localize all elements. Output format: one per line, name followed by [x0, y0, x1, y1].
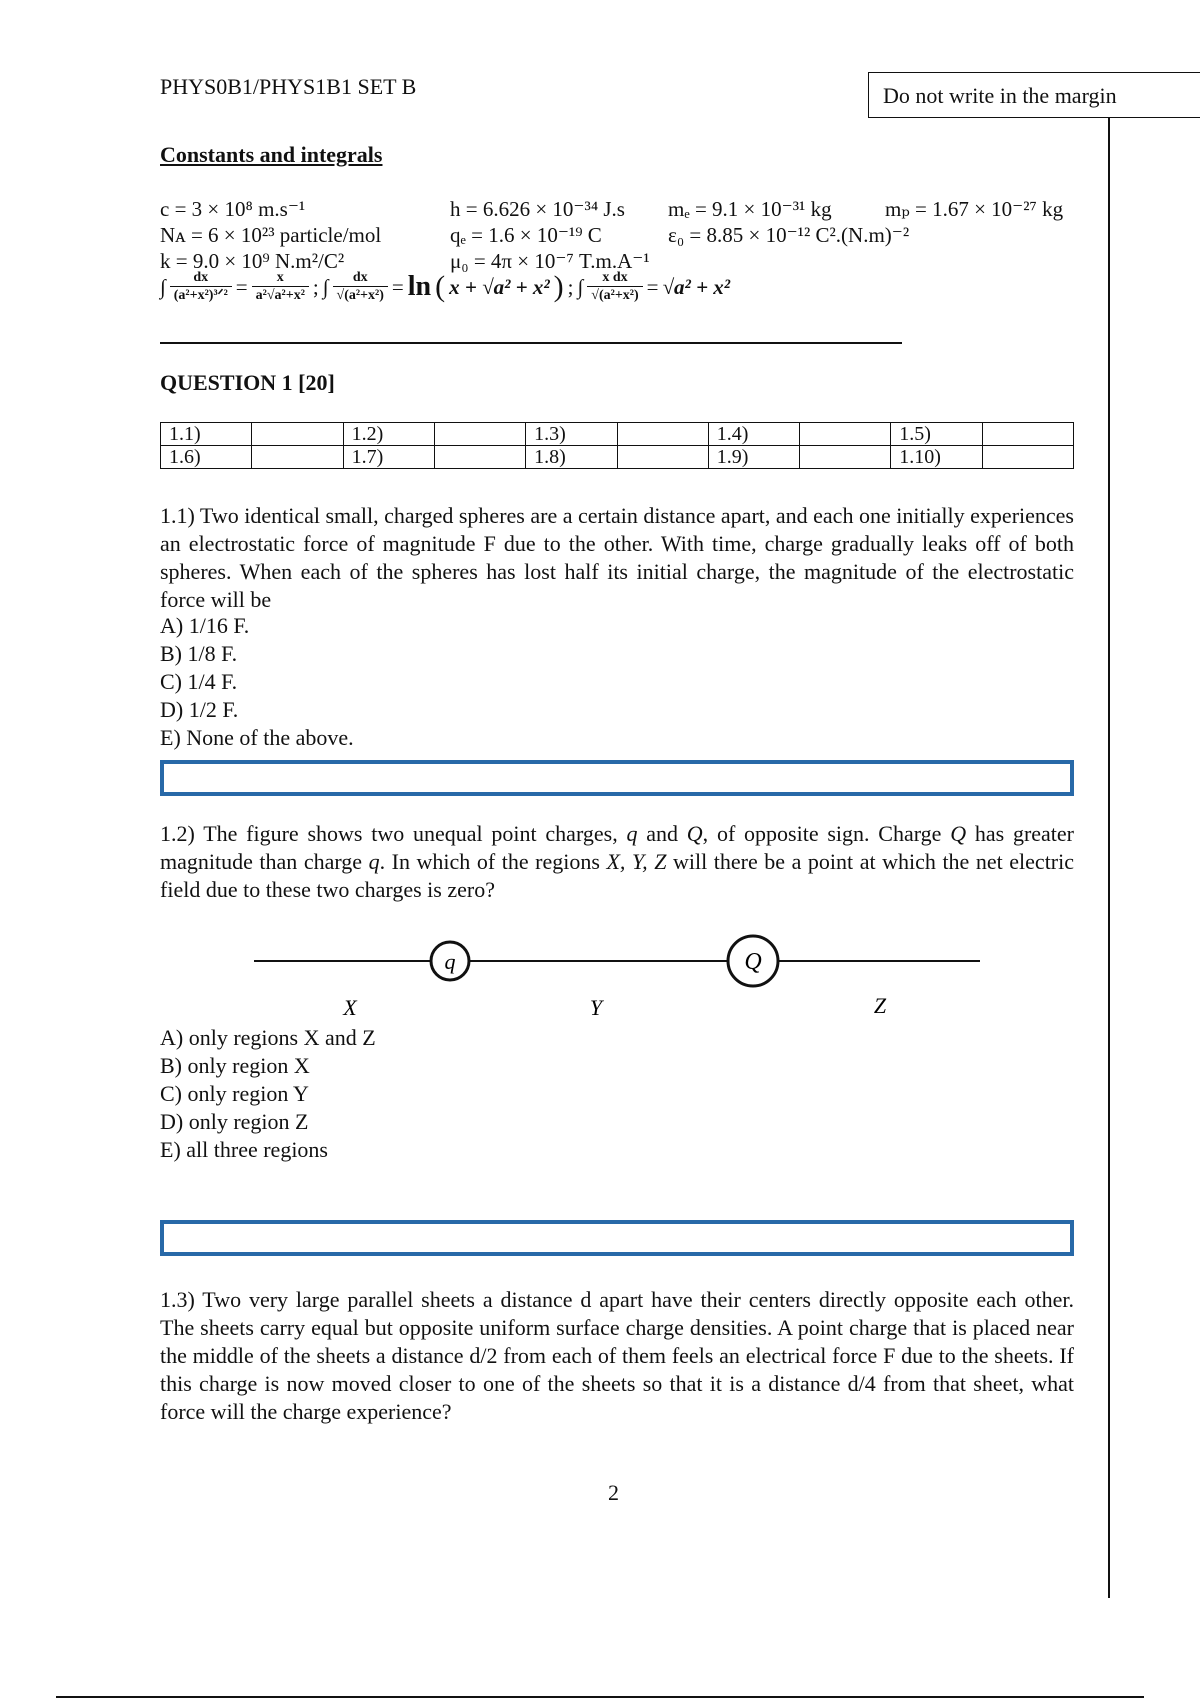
- option-d: D) only region Z: [160, 1109, 309, 1134]
- course-code: PHYS0B1/PHYS1B1 SET B: [160, 74, 417, 99]
- region-x-label: X: [343, 995, 357, 1020]
- answer-label: 1.7): [343, 446, 434, 469]
- question-1-2-text: 1.2) The figure shows two unequal point charges, q and Q, of opposite sign. Charge Q has greater magnitude than charge q. In which of the regions X, Y, Z will there be a point at which the net electric field due to these two charges is zero?: [160, 821, 1075, 902]
- constant-eps0: ε₀ = 8.85 × 10⁻¹² C².(N.m)⁻²: [668, 223, 910, 247]
- integral-3-fraction: $\frac{\text{x dx}}{\text{√(a²+x²)}}$: [587, 270, 642, 304]
- constants-column-2: [450, 196, 650, 274]
- constant-c: c = 3 × 10⁸ m.s⁻¹: [160, 197, 306, 221]
- option-a: A) 1/16 F.: [160, 613, 250, 638]
- option-a: A) only regions X and Z: [160, 1025, 376, 1050]
- answer-box-1-1[interactable]: [160, 760, 1074, 796]
- constants-column-3: [668, 196, 909, 248]
- answer-label: 1.4): [708, 423, 799, 446]
- integral-1-result: $\frac{x}{\text{a²√a²+x²}}$: [252, 270, 309, 304]
- constants-column-1: [160, 196, 381, 274]
- region-z-label: Z: [873, 993, 887, 1018]
- constant-h: h = 6.626 × 10⁻³⁴ J.s: [450, 197, 625, 221]
- answer-cell[interactable]: [800, 446, 891, 469]
- answer-cell[interactable]: [435, 423, 526, 446]
- answer-cell[interactable]: [982, 423, 1073, 446]
- constant-qe: qₑ = 1.6 × 10⁻¹⁹ C: [450, 223, 602, 247]
- answer-label: 1.8): [526, 446, 617, 469]
- question-1-1-options: [160, 612, 354, 752]
- answer-label: 1.6): [161, 446, 252, 469]
- integral-3-result: √a² + x²: [662, 274, 731, 299]
- constant-me: mₑ = 9.1 × 10⁻³¹ kg: [668, 197, 832, 221]
- constant-mp: mₚ = 1.67 × 10⁻²⁷ kg: [885, 197, 1064, 221]
- constant-avogadro: Nᴀ = 6 × 10²³ particle/mol: [160, 223, 382, 247]
- integral-sign: ∫: [160, 274, 166, 299]
- answer-cell[interactable]: [435, 446, 526, 469]
- answer-cell[interactable]: [617, 446, 708, 469]
- charges-figure: [250, 925, 980, 1025]
- divider-rule: [160, 342, 902, 344]
- answer-cell[interactable]: [982, 446, 1073, 469]
- page-number: 2: [608, 1480, 619, 1505]
- charge-Q-label: Q: [744, 949, 762, 975]
- answer-box-1-2[interactable]: [160, 1220, 1074, 1256]
- answer-cell[interactable]: [800, 423, 891, 446]
- integral-2-result: x + √a² + x²: [449, 274, 550, 299]
- integral-2-fraction: $\frac{dx}{\text{√(a²+x²)}}$: [333, 270, 388, 304]
- charge-q-label: q: [444, 949, 456, 974]
- region-y-label: Y: [589, 995, 603, 1020]
- constant-mu0: μ₀ = 4π × 10⁻⁷ T.m.A⁻¹: [450, 249, 650, 273]
- margin-line: [1108, 118, 1110, 1598]
- integrals-formula: ∫ $\frac{dx}{\text{(a²+x²)³ᐟ²}}$ = $\frac{x}{\text{a²√a²+x²}}$ ; ∫ $\frac{dx}{\text{√(a²+x²)}}$ = ln ( x + √a² + x² ) ; ∫ $\frac{\text{x dx}}{\text{√(a²+x²)}}$ = √a² + x²: [160, 270, 731, 303]
- answer-label: 1.3): [526, 423, 617, 446]
- answer-label: 1.9): [708, 446, 799, 469]
- question-title: QUESTION 1 [20]: [160, 370, 335, 395]
- constant-k: k = 9.0 × 10⁹ N.m²/C²: [160, 249, 345, 273]
- question-1-3-text: 1.3) Two very large parallel sheets a distance d apart have their centers directly opposite each other. The sheets carry equal but opposite uniform surface charge densities. A point charge that is placed near the middle of the sheets a distance d/2 from each of them feels an electrical force F due to the sheets. If this charge is now moved closer to one of the sheets so that it is a distance d/4 from that sheet, what force will the charge experience?: [160, 1287, 1074, 1424]
- question-1-2-options: [160, 1024, 376, 1164]
- constants-column-4: [885, 196, 1063, 222]
- answer-label: 1.10): [891, 446, 983, 469]
- option-c: C) only region Y: [160, 1081, 309, 1106]
- constants-title: Constants and integrals: [160, 142, 383, 167]
- option-b: B) 1/8 F.: [160, 641, 238, 666]
- answer-grid-row: [161, 423, 1074, 446]
- option-e: E) all three regions: [160, 1137, 328, 1162]
- question-1-1-text: 1.1) Two identical small, charged spheres are a certain distance apart, and each one initially experiences an electrostatic force of magnitude F due to the other. With time, charge gradually leaks off of both spheres. When each of the spheres has lost half its initial charge, the magnitude of the electrostatic force will be: [160, 503, 1074, 612]
- answer-cell[interactable]: [252, 423, 343, 446]
- answer-cell[interactable]: [617, 423, 708, 446]
- answer-label: 1.2): [343, 423, 434, 446]
- integral-1-fraction: $\frac{dx}{\text{(a²+x²)³ᐟ²}}$: [170, 270, 232, 304]
- option-c: C) 1/4 F.: [160, 669, 238, 694]
- option-d: D) 1/2 F.: [160, 697, 239, 722]
- answer-label: 1.5): [891, 423, 983, 446]
- answer-label: 1.1): [161, 423, 252, 446]
- option-e: E) None of the above.: [160, 725, 354, 750]
- bottom-rule: [56, 1696, 1144, 1698]
- answer-cell[interactable]: [252, 446, 343, 469]
- answer-grid-row: [161, 446, 1074, 469]
- option-b: B) only region X: [160, 1053, 310, 1078]
- margin-notice-box: Do not write in the margin: [868, 72, 1200, 118]
- answer-grid: [160, 422, 1074, 469]
